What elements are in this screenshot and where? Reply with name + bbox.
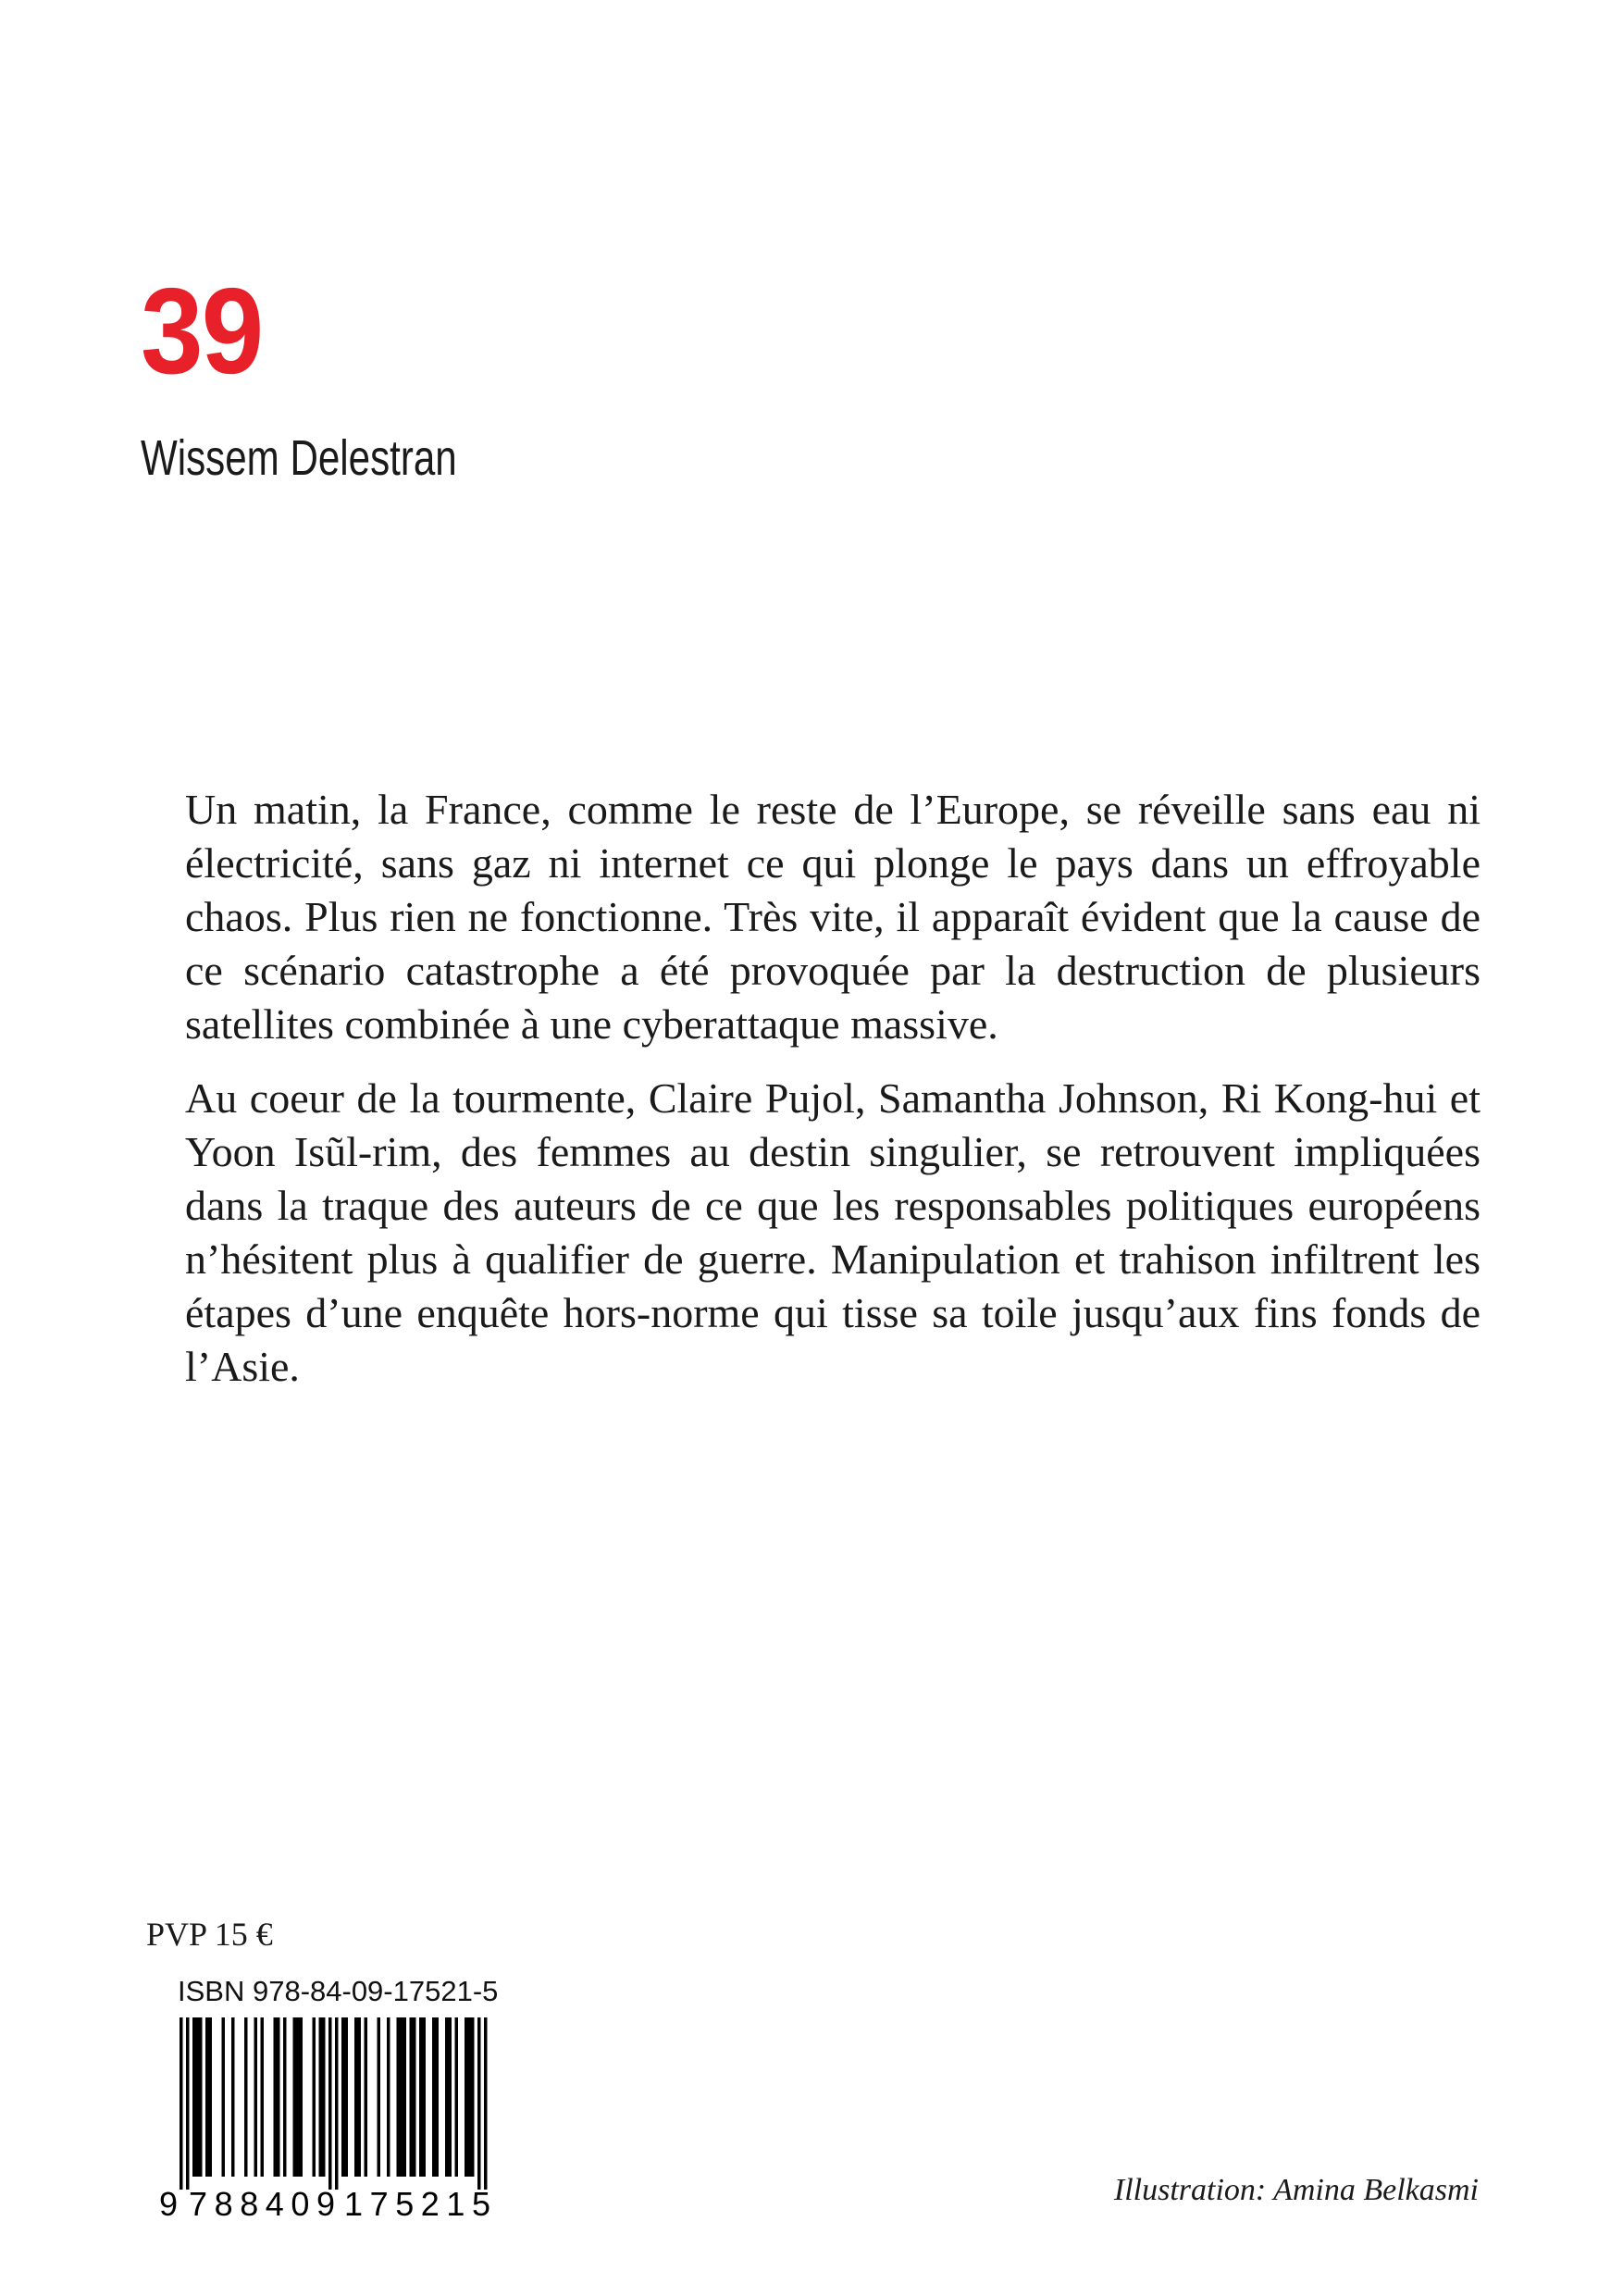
barcode-bar — [400, 2017, 403, 2177]
author-name: Wissem Delestran — [141, 430, 457, 486]
barcode-bar — [449, 2017, 452, 2177]
barcode-bar — [319, 2017, 323, 2177]
barcode-bar — [387, 2017, 390, 2177]
barcode-bar — [484, 2017, 488, 2190]
price: PVP 15 € — [146, 1916, 273, 1953]
barcode-right-digits: 175215 — [344, 2185, 490, 2219]
barcode-first-digit: 9 — [159, 2185, 179, 2219]
barcode-bar — [378, 2017, 381, 2177]
barcode-bar — [296, 2017, 300, 2177]
barcode-left-digits: 788409 — [189, 2185, 335, 2219]
barcode-bar — [413, 2017, 416, 2177]
barcode-bar — [419, 2017, 423, 2177]
barcode-bar — [477, 2017, 481, 2190]
illustration-credit: Illustration: Amina Belkasmi — [1113, 2173, 1479, 2207]
barcode-bar — [328, 2017, 332, 2190]
barcode-bar — [283, 2017, 287, 2177]
barcode-bar — [313, 2017, 316, 2177]
barcode-bar — [341, 2017, 345, 2177]
barcode-bar — [209, 2017, 213, 2177]
barcode-bar — [293, 2017, 297, 2177]
title: 39 — [141, 263, 263, 399]
barcode-bar — [231, 2017, 235, 2177]
barcode-bar — [345, 2017, 349, 2177]
barcode-bar — [410, 2017, 414, 2177]
barcode-bar — [322, 2017, 326, 2177]
isbn-label: ISBN 978-84-09-17521-5 — [178, 1975, 499, 2007]
blurb-paragraph-2: Au coeur de la tourmente, Claire Pujol, Samantha Johnson, Ri Kong-hui et Yoon Isũl-rim, des femmes au destin singulier, se retrouvent impliquées dans la traque des auteurs de ce que les responsables politiques européens n’hésitent plus à qualifier de guerre. Manipulation et trahison infiltrent les étapes d’une enquête hors-norme qui tisse sa toile jusqu’aux fins fonds de l’Asie. — [185, 1074, 1481, 1390]
barcode-bar — [335, 2017, 339, 2190]
barcode-bar — [403, 2017, 407, 2177]
barcode-bar — [277, 2017, 280, 2177]
barcode-bar — [244, 2017, 248, 2177]
barcode-bar — [192, 2017, 196, 2177]
barcode-icon — [159, 2017, 511, 2219]
barcode-bar — [254, 2017, 258, 2177]
barcode-bar — [300, 2017, 304, 2177]
barcode-block — [141, 1973, 514, 2223]
barcode-bar — [199, 2017, 203, 2177]
barcode-bar — [468, 2017, 472, 2177]
barcode-bar — [397, 2017, 401, 2177]
barcode-bar — [222, 2017, 226, 2177]
blurb-paragraph-1: Un matin, la France, comme le reste de l’Europe, se réveille sans eau ni électricité, sans gaz ni internet ce qui plonge le pays dans un effroyable chaos. Plus rien ne fonctionne. Très vite, il apparaît évident que la cause de ce scénario catastrophe a été provoquée par la destruction de plusieurs satellites combinée à une cyberattaque massive. — [185, 786, 1481, 1048]
barcode-bar — [205, 2017, 209, 2177]
barcode-bar — [180, 2017, 183, 2190]
barcode-bar — [261, 2017, 265, 2177]
barcode-bar — [445, 2017, 449, 2177]
barcode-bar — [455, 2017, 459, 2177]
barcode-bar — [274, 2017, 278, 2177]
barcode-bar — [471, 2017, 475, 2177]
barcode-bar — [365, 2017, 368, 2177]
barcode-bar — [354, 2017, 358, 2177]
barcode-bar — [465, 2017, 468, 2177]
barcode-bar — [358, 2017, 362, 2177]
barcode-bar — [432, 2017, 436, 2177]
back-cover-blurb — [185, 783, 1481, 1414]
barcode-bar — [186, 2017, 190, 2190]
barcode-bar — [423, 2017, 427, 2177]
barcode-bar — [436, 2017, 440, 2177]
barcode-bar — [196, 2017, 200, 2177]
